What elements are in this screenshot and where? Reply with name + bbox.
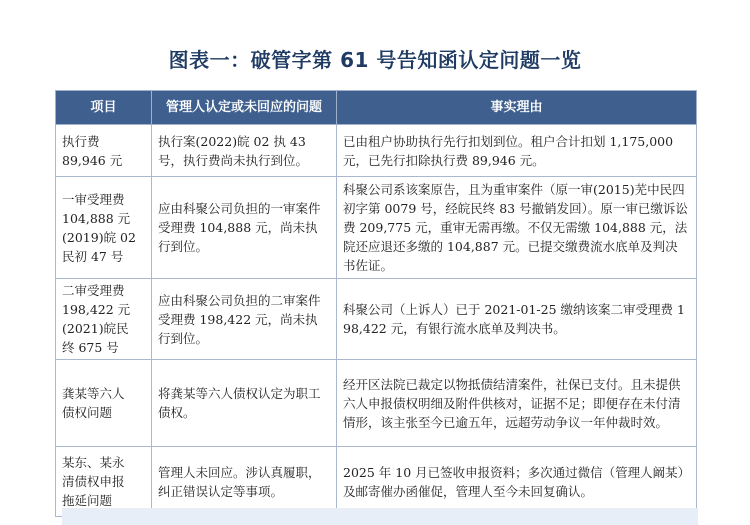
cell-issue: 将龚某等六人债权认定为职工债权。	[152, 360, 337, 447]
cell-item: 某东、某永 清债权申报 拖延问题	[56, 447, 152, 517]
cell-issue: 应由科聚公司负担的一审案件受理费 104,888 元，尚未执行到位。	[152, 177, 337, 279]
cell-reason: 科聚公司系该案原告，且为重审案件（原一审(2015)芜中民四初字第 0079 号，经皖民终 83 号撤销发回）。原一审已缴诉讼费 209,775 元，重审无需再缴。不仅无需缴 104,888 元，法院还应退还多缴的 104,887 元。已提交缴费流水底单及判决书佐证。	[337, 177, 697, 279]
table-row	[56, 279, 697, 360]
cell-reason: 经开区法院已裁定以物抵债结清案件，社保已支付。且未提供六人申报债权明细及附件供核对，证据不足；即便存在未付清情形，该主张至今已逾五年，远超劳动争议一年仲裁时效。	[337, 360, 697, 447]
issues-table	[55, 90, 697, 517]
cell-issue: 管理人未回应。涉认真履职，纠正错误认定等事项。	[152, 447, 337, 517]
cell-item: 执行费 89,946 元	[56, 125, 152, 177]
cell-reason: 科聚公司（上诉人）已于 2021-01-25 缴纳该案二审受理费 198,422 元，有银行流水底单及判决书。	[337, 279, 697, 360]
table-row	[56, 125, 697, 177]
cell-issue: 应由科聚公司负担的二审案件受理费 198,422 元，尚未执行到位。	[152, 279, 337, 360]
cell-item: 二审受理费 198,422 元 (2021)皖民 终 675 号	[56, 279, 152, 360]
header-item: 项目	[56, 91, 152, 125]
table-row	[56, 177, 697, 279]
table-row	[56, 360, 697, 447]
table-row	[56, 447, 697, 517]
header-issue: 管理人认定或未回应的问题	[152, 91, 337, 125]
bottom-shaded-band	[62, 508, 698, 525]
cell-item: 龚某等六人 债权问题	[56, 360, 152, 447]
table-header-row	[56, 91, 697, 125]
cell-reason: 已由租户协助执行先行扣划到位。租户合计扣划 1,175,000 元，已先行扣除执行费 89,946 元。	[337, 125, 697, 177]
cell-item: 一审受理费 104,888 元 (2019)皖 02 民初 47 号	[56, 177, 152, 279]
cell-issue: 执行案(2022)皖 02 执 43 号，执行费尚未执行到位。	[152, 125, 337, 177]
header-reason: 事实理由	[337, 91, 697, 125]
page-title: 图表一：破管字第 61 号告知函认定问题一览	[168, 48, 582, 72]
cell-reason: 2025 年 10 月已签收申报资料；多次通过微信（管理人阚某）及邮寄催办函催促，管理人至今未回复确认。	[337, 447, 697, 517]
